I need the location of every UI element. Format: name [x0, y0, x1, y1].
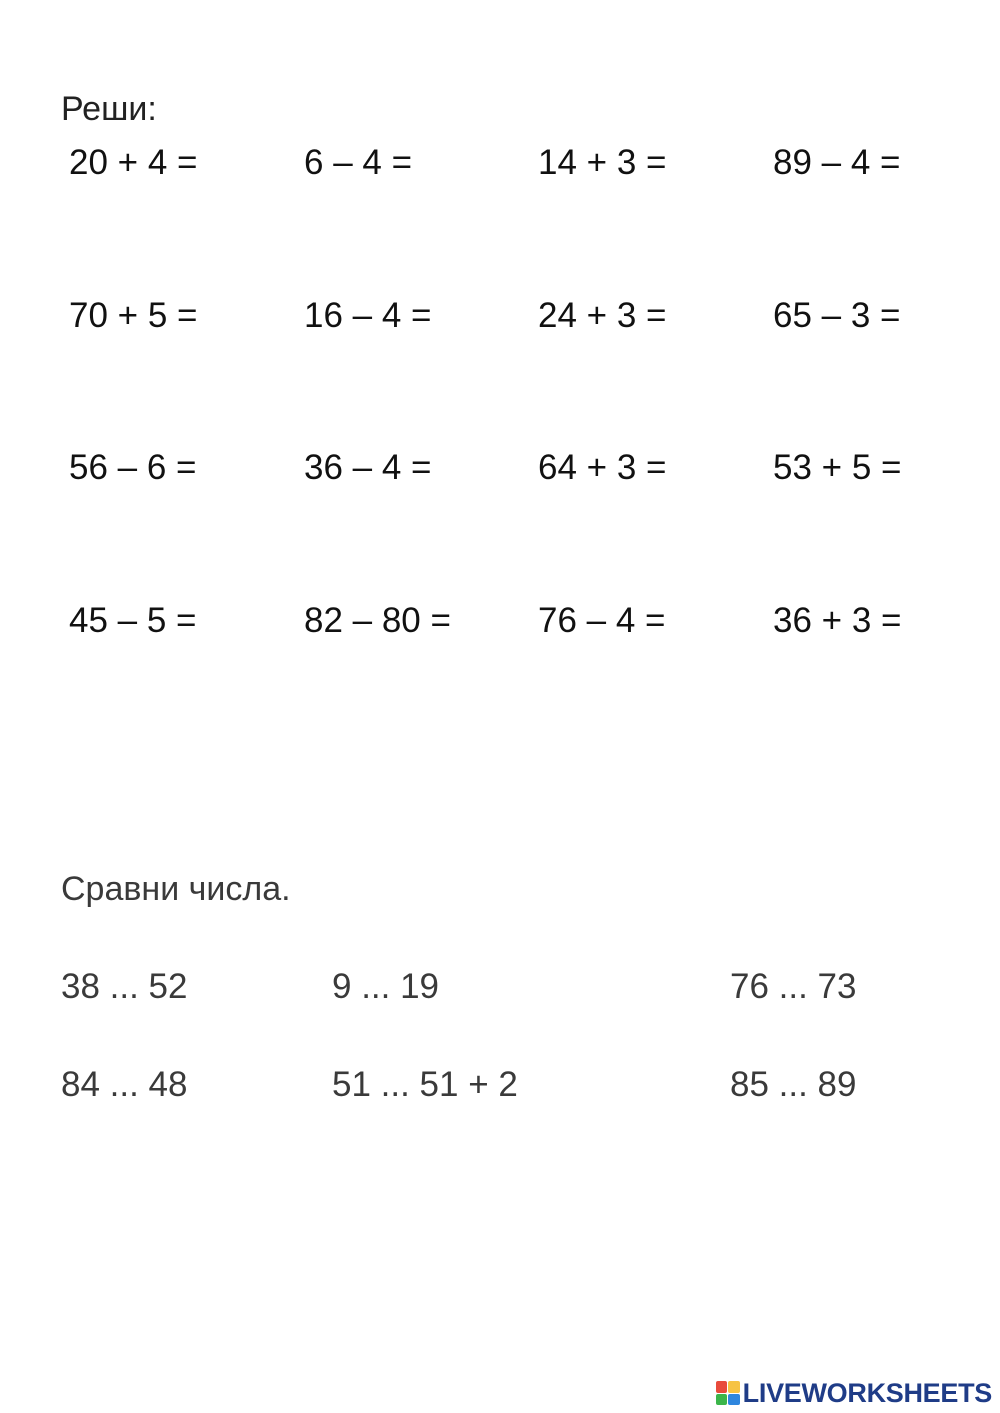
equation: 56 – 6 =: [69, 448, 197, 487]
logo-square-blue: [728, 1394, 740, 1406]
comparison-item: 76 ... 73: [730, 967, 857, 1006]
comparison-item: 51 ... 51 + 2: [332, 1065, 518, 1104]
equation: 65 – 3 =: [773, 296, 901, 335]
liveworksheets-brand: [716, 1379, 992, 1407]
equation: 36 – 4 =: [304, 448, 432, 487]
equation: 64 + 3 =: [538, 448, 667, 487]
brand-name: LIVEWORKSHEETS: [742, 1377, 992, 1408]
equation: 14 + 3 =: [538, 143, 667, 182]
logo-square-green: [716, 1394, 728, 1406]
comparison-item: 9 ... 19: [332, 967, 440, 1006]
equation: 20 + 4 =: [69, 143, 198, 182]
liveworksheets-logo-icon: [716, 1381, 740, 1405]
solve-heading: Реши:: [61, 90, 157, 128]
equation: 16 – 4 =: [304, 296, 432, 335]
equation: 76 – 4 =: [538, 601, 666, 640]
equation: 89 – 4 =: [773, 143, 901, 182]
equation: 45 – 5 =: [69, 601, 197, 640]
equation: 36 + 3 =: [773, 601, 902, 640]
equation: 53 + 5 =: [773, 448, 902, 487]
comparison-item: 84 ... 48: [61, 1065, 188, 1104]
equation: 24 + 3 =: [538, 296, 667, 335]
equation: 70 + 5 =: [69, 296, 198, 335]
comparison-item: 38 ... 52: [61, 967, 188, 1006]
equation: 82 – 80 =: [304, 601, 451, 640]
equation: 6 – 4 =: [304, 143, 413, 182]
compare-heading: Сравни числа.: [61, 870, 291, 908]
comparison-item: 85 ... 89: [730, 1065, 857, 1104]
logo-square-red: [716, 1381, 728, 1393]
logo-square-yellow: [728, 1381, 740, 1393]
